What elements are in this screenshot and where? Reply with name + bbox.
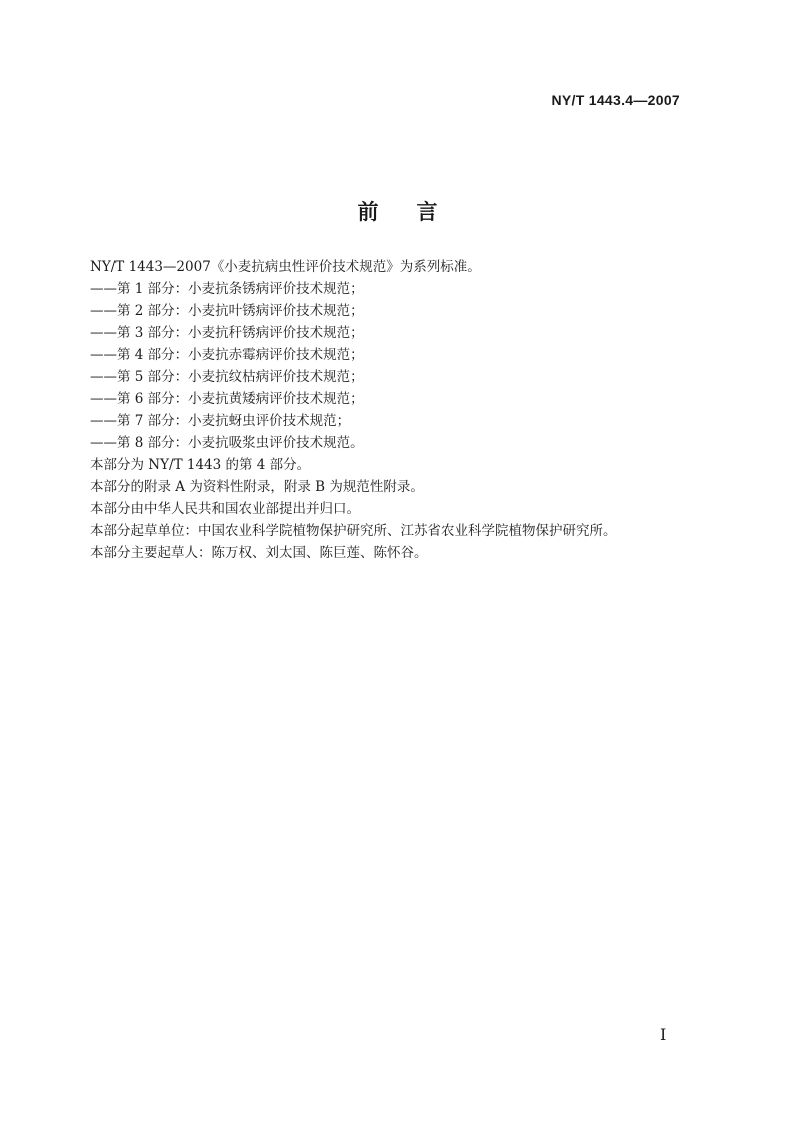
list-item-part-5: ——第 5 部分：小麦抗纹枯病评价技术规范；: [90, 369, 364, 385]
list-item-part-1: ——第 1 部分：小麦抗条锈病评价技术规范；: [90, 281, 364, 297]
parts-list: [90, 278, 710, 454]
list-item-part-7: ——第 7 部分：小麦抗蚜虫评价技术规范；: [90, 413, 351, 429]
list-item-part-4: ——第 4 部分：小麦抗赤霉病评价技术规范；: [90, 347, 364, 363]
page-number: I: [660, 1025, 667, 1044]
page-title: 前言: [357, 199, 476, 224]
annex-statement: 本部分的附录 A 为资料性附录，附录 B 为规范性附录。: [90, 479, 424, 495]
proposer-statement: 本部分由中华人民共和国农业部提出并归口。: [90, 501, 360, 517]
drafting-units-statement: 本部分起草单位：中国农业科学院植物保护研究所、江苏省农业科学院植物保护研究所。: [90, 523, 617, 539]
intro-paragraph: NY/T 1443—2007《小麦抗病虫性评价技术规范》为系列标准。: [90, 259, 481, 275]
part-statement: 本部分为 NY/T 1443 的第 4 部分。: [90, 457, 311, 473]
list-item-part-8: ——第 8 部分：小麦抗吸浆虫评价技术规范。: [90, 435, 364, 451]
list-item-part-3: ——第 3 部分：小麦抗秆锈病评价技术规范；: [90, 325, 364, 341]
list-item-part-2: ——第 2 部分：小麦抗叶锈病评价技术规范；: [90, 303, 364, 319]
list-item-part-6: ——第 6 部分：小麦抗黄矮病评价技术规范；: [90, 391, 364, 407]
drafters-statement: 本部分主要起草人：陈万权、刘太国、陈巨莲、陈怀谷。: [90, 545, 428, 561]
foreword-body: [90, 256, 710, 564]
standard-code: NY/T 1443.4—2007: [551, 92, 680, 108]
